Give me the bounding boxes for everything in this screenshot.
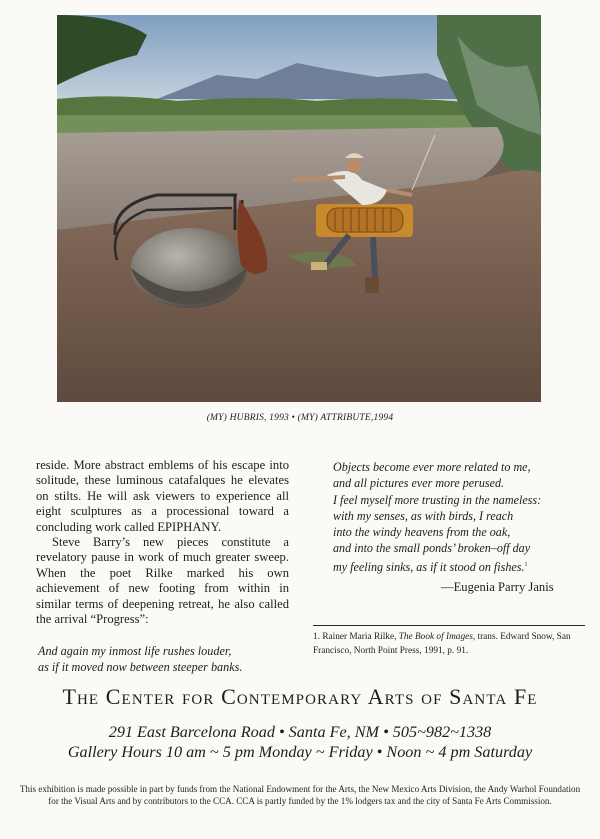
- verse-line: And again my inmost life rushes louder,: [38, 644, 232, 659]
- essay-paragraph: Steve Barry’s new pieces constitute a revelatory pause in work of much greater sweep. When the poet Rilke marked his own achievement of new footing from within in similar terms of deepening retreat, he also called the arrival “Progress”:: [36, 535, 289, 627]
- verse-line: Objects become ever more related to me,: [333, 460, 531, 474]
- author-attribution: —Eugenia Parry Janis: [441, 580, 554, 594]
- organization-address: 291 East Barcelona Road • Santa Fe, NM • 505~982~1338: [108, 723, 492, 741]
- organization-name: The Center for Contemporary Arts of Santa Fe: [62, 684, 538, 709]
- essay-left-column: [36, 458, 289, 675]
- footnote-author: Rainer Maria Rilke,: [322, 632, 397, 642]
- verse-line: into the windy heavens from the oak,: [333, 525, 511, 540]
- verse-line: as if it moved now between steeper banks.: [38, 660, 243, 675]
- footnote-citation: , trans. Edward Snow, San Francisco, North Point Press, 1991, p. 91.: [313, 632, 571, 657]
- funding-credits: This exhibition is made possible in part by funds from the National Endowment for the Arts, the New Mexico Arts Division, the Andy Warhol Foundation for the Visual Arts and by contributors to the CCA. CCA is partly funded by the 1% lodgers tax and the city of Santa Fe Arts Commission.: [19, 784, 581, 806]
- verse-line: I feel myself more trusting in the nameless:: [333, 492, 542, 507]
- verse-line: and into the small ponds’ broken–off day: [333, 541, 531, 556]
- verse-line: my feeling sinks, as if it stood on fishes.: [333, 559, 525, 574]
- footnote: [313, 630, 588, 659]
- verse-line: with my senses, as with birds, I reach: [333, 508, 514, 523]
- footnote-number: 1.: [313, 632, 320, 642]
- footnote-book-title: The Book of Images: [398, 632, 473, 642]
- footnote-divider: [313, 625, 585, 626]
- photo-caption: (MY) HUBRIS, 1993 • (MY) ATTRIBUTE,1994: [206, 413, 394, 423]
- rilke-verse-continued: [333, 459, 583, 575]
- verse-line-final: [333, 557, 583, 575]
- sculpture-photo-illustration: [57, 15, 541, 402]
- footnote-marker: 1: [524, 561, 528, 568]
- gallery-hours: Gallery Hours 10 am ~ 5 pm Monday ~ Friday • Noon ~ 4 pm Saturday: [67, 743, 533, 761]
- essay-paragraph: reside. More abstract emblems of his escape into solitude, these luminous catafalques he elevates on stilts. He will ask viewers to experience all eight sculptures as a processional toward a concluding work called EPIPHANY.: [36, 458, 289, 534]
- verse-line: and all pictures ever more perused.: [333, 476, 505, 491]
- artwork-photo: [57, 15, 541, 402]
- rilke-verse-opening: [38, 643, 289, 675]
